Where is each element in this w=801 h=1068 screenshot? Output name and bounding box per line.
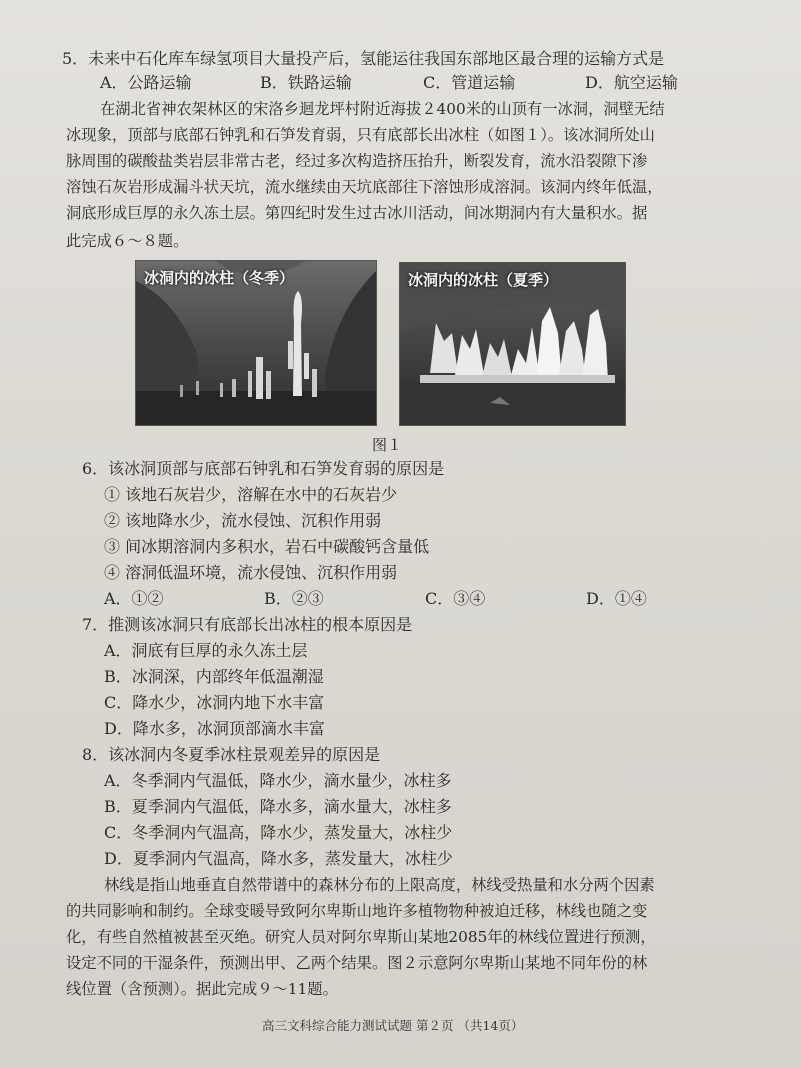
q7-option-d: D．降水多，冰洞顶部滴水丰富 (104, 719, 325, 738)
q6-item: ① 该地石灰岩少，溶解在水中的石灰岩少 (104, 485, 398, 504)
q7-option-c: C．降水少，冰洞内地下水丰富 (104, 693, 325, 712)
passage2-line: 线位置（含预测）。据此完成９～11题。 (66, 980, 338, 998)
q6-option-b: B．②③ (264, 589, 324, 608)
q5-option-d: D．航空运输 (585, 73, 678, 92)
passage2-line: 的共同影响和制约。全球变暖导致阿尔卑斯山地许多植物物种被迫迁移，林线也随之变 (66, 902, 648, 920)
passage2-line: 林线是指山地垂直自然带谱中的森林分布的上限高度，林线受热量和水分两个因素 (104, 876, 655, 894)
q6-item: ④ 溶洞低温环境，流水侵蚀、沉积作用弱 (104, 563, 398, 582)
q5-stem: 5．未来中石化库车绿氢项目大量投产后，氢能运往我国东部地区最合理的运输方式是 (62, 49, 665, 68)
q6-stem: 6．该冰洞顶部与底部石钟乳和石笋发育弱的原因是 (82, 459, 445, 478)
q5-option-a: A．公路运输 (100, 73, 192, 92)
passage1-line: 溶蚀石灰岩形成漏斗状天坑，流水继续由天坑底部往下溶蚀形成溶洞。该洞内终年低温， (66, 178, 663, 196)
q7-option-a: A．洞底有巨厚的永久冻土层 (104, 641, 308, 660)
q8-stem: 8．该冰洞内冬夏季冰柱景观差异的原因是 (82, 745, 381, 764)
figure1-winter-caption: 冰洞内的冰柱（冬季） (144, 269, 295, 287)
q5-option-c: C．管道运输 (423, 73, 516, 92)
passage1-line: 脉周围的碳酸盐类岩层非常古老，经过多次构造挤压抬升，断裂发育，流水沿裂隙下渗 (66, 152, 648, 170)
q7-option-b: B．冰洞深，内部终年低温潮湿 (104, 667, 324, 686)
q8-option-b: B．夏季洞内气温低，降水多，滴水量大，冰柱多 (104, 797, 452, 816)
passage2-line: 化，有些自然植被甚至灭绝。研究人员对阿尔卑斯山某地2085年的林线位置进行预测， (66, 928, 656, 946)
q6-item: ③ 间冰期溶洞内多积水，岩石中碳酸钙含量低 (104, 537, 430, 556)
q6-item: ② 该地降水少，流水侵蚀、沉积作用弱 (104, 511, 382, 530)
q8-option-d: D．夏季洞内气温高，降水多，蒸发量大，冰柱少 (104, 849, 453, 868)
figure1-winter-photo (135, 260, 377, 426)
passage2-line: 设定不同的干湿条件，预测出甲、乙两个结果。图２示意阿尔卑斯山某地不同年份的林 (66, 954, 648, 972)
q7-stem: 7．推测该冰洞只有底部长出冰柱的根本原因是 (82, 615, 413, 634)
figure1-summer-photo (399, 262, 626, 426)
q6-option-a: A．①② (104, 589, 164, 608)
passage1-line: 冰现象，顶部与底部石钟乳和石笋发育弱，只有底部长出冰柱（如图１）。该冰洞所处山 (66, 126, 655, 144)
q8-option-a: A．冬季洞内气温低，降水少，滴水量少，冰柱多 (104, 771, 452, 790)
page-footer: 高三文科综合能力测试试题 第２页 （共14页） (262, 1018, 524, 1033)
q5-option-b: B．铁路运输 (260, 73, 352, 92)
q6-option-c: C．③④ (425, 589, 486, 608)
passage1-line: 在湖北省神农架林区的宋洛乡迴龙坪村附近海拔２400米的山顶有一冰洞，洞壁无结 (100, 100, 665, 118)
q8-option-c: C．冬季洞内气温高，降水少，蒸发量大，冰柱少 (104, 823, 453, 842)
figure1-summer-caption: 冰洞内的冰柱（夏季） (408, 271, 559, 289)
passage1-line: 洞底形成巨厚的永久冻土层。第四纪时发生过古冰川活动，间冰期洞内有大量积水。据 (66, 204, 648, 222)
figure1-label: 图１ (372, 436, 403, 454)
q6-option-d: D．①④ (586, 589, 647, 608)
passage1-line: 此完成６～８题。 (66, 232, 189, 250)
